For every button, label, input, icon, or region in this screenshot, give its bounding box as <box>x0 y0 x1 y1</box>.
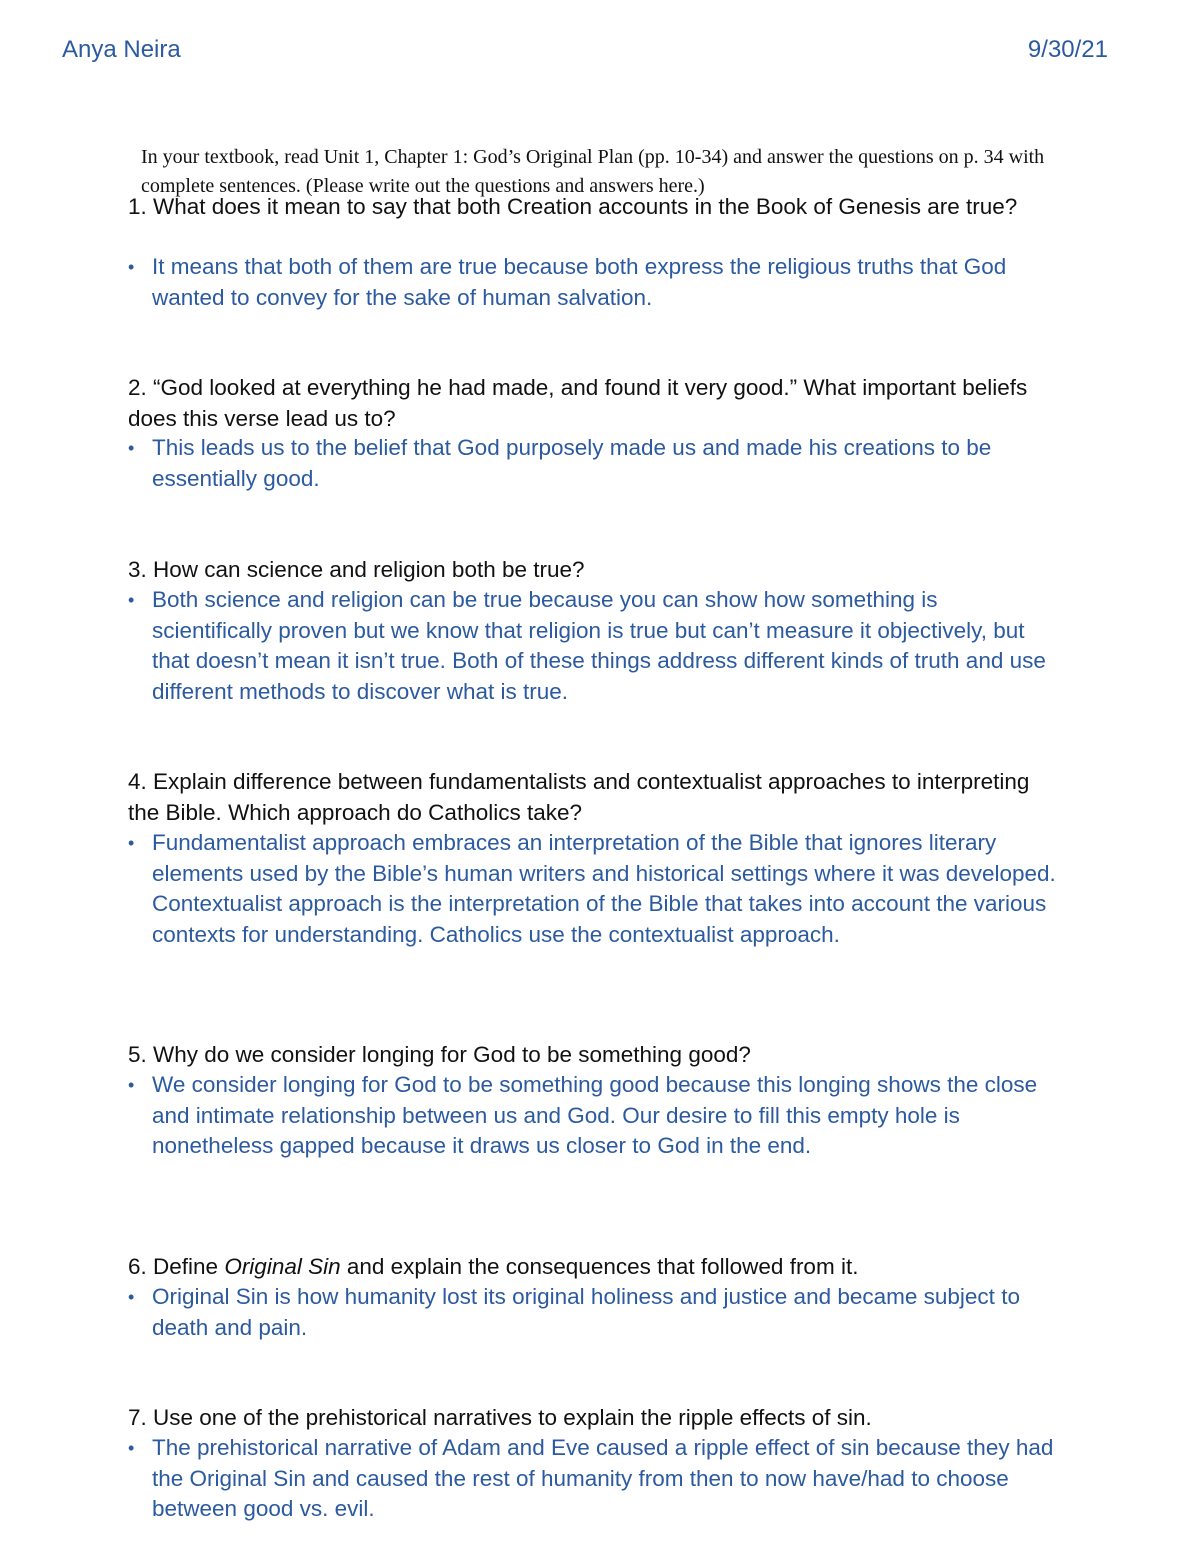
question-5: 5. Why do we consider longing for God to be something good? <box>128 1042 751 1067</box>
student-name: Anya Neira <box>62 36 181 63</box>
answer-7 <box>128 1433 1062 1525</box>
question-6-prefix: 6. Define <box>128 1254 225 1279</box>
answer-5 <box>128 1070 1062 1162</box>
question-2: 2. “God looked at everything he had made, and found it very good.” What important beliefs does this verse lead us to? <box>128 375 1028 431</box>
bullet-icon: • <box>128 1075 135 1095</box>
question-6-term: Original Sin <box>224 1254 341 1279</box>
assignment-date: 9/30/21 <box>1027 36 1108 63</box>
question-6 <box>128 1252 1048 1283</box>
bullet-icon: • <box>128 438 135 458</box>
question-6-suffix: and explain the consequences that followed from it. <box>340 1254 859 1279</box>
question-3: 3. How can science and religion both be true? <box>128 557 585 582</box>
answer-5-text: We consider longing for God to be something good because this longing shows the close and intimate relationship between us and God. Our desire to fill this empty hole is nonetheless gapped because it draws us closer to God in the end. <box>152 1072 1038 1158</box>
bullet-icon: • <box>128 1438 135 1458</box>
answer-6 <box>128 1282 1062 1343</box>
question-4: 4. Explain difference between fundamentalists and contextualist approaches to interpreting the Bible. Which approach do Catholics take? <box>128 769 1030 825</box>
answer-4-text: Fundamentalist approach embraces an interpretation of the Bible that ignores literary elements used by the Bible’s human writers and historical settings where it was developed. Contextualist approach is the interpretation of the Bible that takes into account the various contexts for understanding. Catholics use the contextualist approach. <box>152 830 1056 947</box>
answer-1 <box>128 252 1062 313</box>
answer-6-text: Original Sin is how humanity lost its original holiness and justice and became subject to death and pain. <box>152 1284 1020 1340</box>
answer-3 <box>128 585 1062 707</box>
bullet-icon: • <box>128 590 135 610</box>
answer-2 <box>128 433 1062 494</box>
assignment-instructions: In your textbook, read Unit 1, Chapter 1: God’s Original Plan (pp. 10-34) and answer the questions on p. 34 with complete sentences. (Please write out the questions and answers here.) <box>141 146 1045 197</box>
answer-4 <box>128 828 1062 950</box>
question-1: 1. What does it mean to say that both Creation accounts in the Book of Genesis are true? <box>128 194 1018 219</box>
answer-2-text: This leads us to the belief that God purposely made us and made his creations to be essentially good. <box>152 435 992 491</box>
answer-7-text: The prehistorical narrative of Adam and Eve caused a ripple effect of sin because they had the Original Sin and caused the rest of humanity from then to now have/had to choose between good vs. evil. <box>152 1435 1054 1521</box>
answer-3-text: Both science and religion can be true because you can show how something is scientifically proven but we know that religion is true but can’t measure it objectively, but that doesn’t mean it isn’t true. Both of these things address different kinds of truth and use different methods to discover what is true. <box>152 587 1046 704</box>
bullet-icon: • <box>128 1287 135 1307</box>
answer-1-text: It means that both of them are true because both express the religious truths that God wanted to convey for the sake of human salvation. <box>152 254 1007 310</box>
bullet-icon: • <box>128 257 135 277</box>
bullet-icon: • <box>128 833 135 853</box>
question-7: 7. Use one of the prehistorical narratives to explain the ripple effects of sin. <box>128 1405 872 1430</box>
